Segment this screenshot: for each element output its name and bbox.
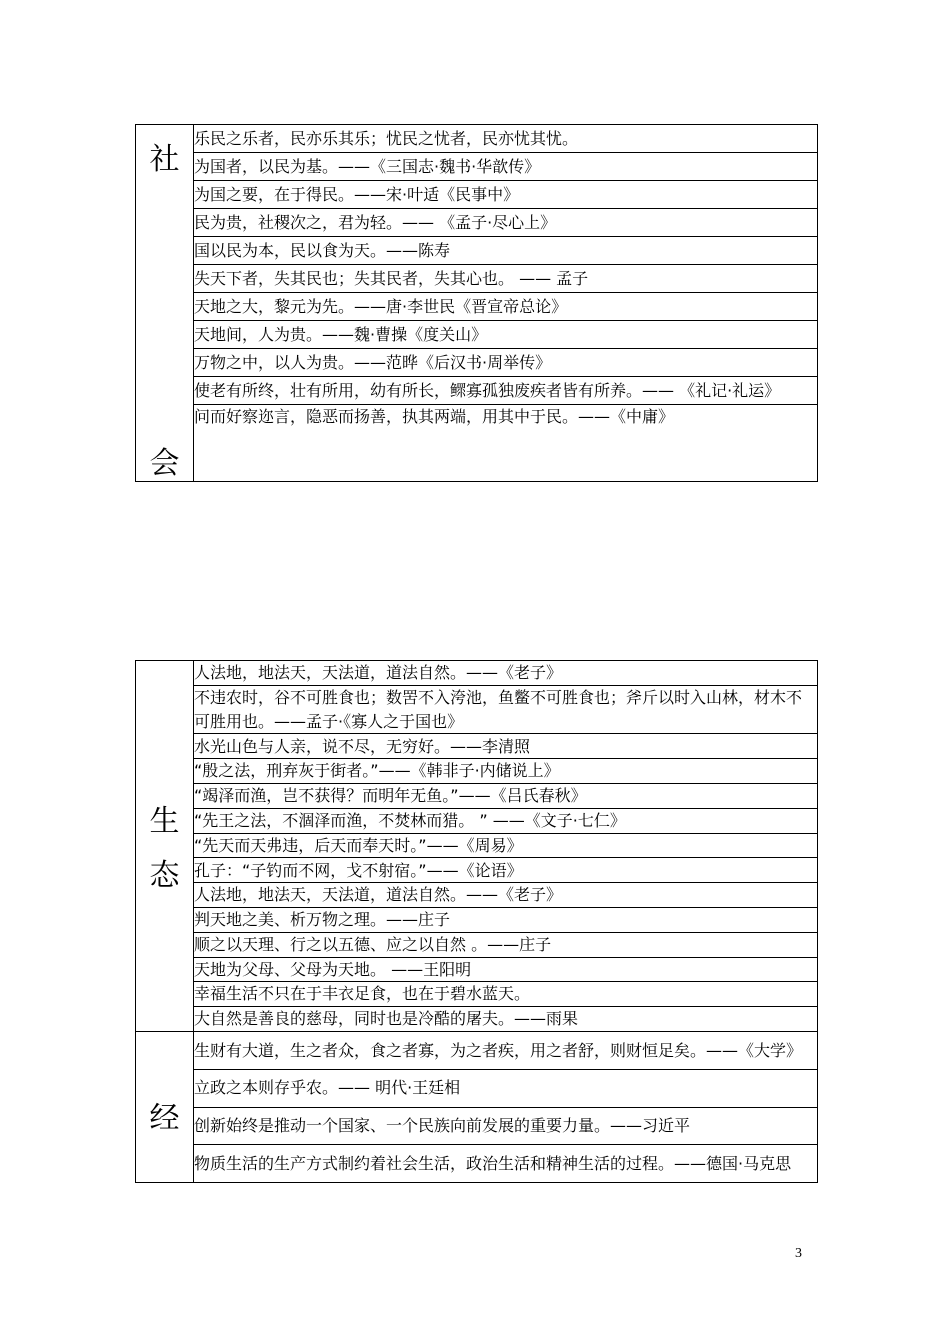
quote-row: 天地为父母、父母为天地。 ——王阳明: [194, 957, 818, 982]
quote-row: 判天地之美、析万物之理。——庄子: [194, 907, 818, 932]
shengtai-jingji-quote-table: [135, 660, 818, 1183]
quote-row: 人法地，地法天，天法道，道法自然。——《老子》: [194, 661, 818, 686]
quote-row: 失天下者，失其民也；失其民者，失其心也。 —— 孟子: [194, 265, 818, 293]
quote-row: 立政之本则存乎农。—— 明代·王廷相: [194, 1069, 818, 1107]
category-char: 社: [149, 142, 180, 177]
shehui-quote-table: [135, 124, 818, 482]
quote-row: 乐民之乐者，民亦乐其乐；忧民之忧者，民亦忧其忧。: [194, 125, 818, 153]
quote-row: 幸福生活不只在于丰衣足食，也在于碧水蓝天。: [194, 982, 818, 1007]
quote-row: 为国者，以民为基。——《三国志·魏书·华歆传》: [194, 153, 818, 181]
quote-row: 为国之要，在于得民。——宋·叶适《民事中》: [194, 181, 818, 209]
quote-row: 大自然是善良的慈母，同时也是冷酷的屠夫。——雨果: [194, 1007, 818, 1032]
shehui-category-cell: [136, 125, 194, 482]
quote-row: 国以民为本，民以食为天。——陈寿: [194, 237, 818, 265]
quote-row: 不违农时，谷不可胜食也；数罟不入洿池，鱼鳖不可胜食也；斧斤以时入山林，材木不可胜用也。——孟子·《寡人之于国也》: [194, 685, 818, 734]
category-char: 会: [149, 446, 180, 481]
quote-row: 物质生活的生产方式制约着社会生活，政治生活和精神生活的过程。——德国·马克思: [194, 1145, 818, 1183]
quote-row: 人法地，地法天，天法道，道法自然。——《老子》: [194, 883, 818, 908]
jingji-category-cell: [136, 1032, 194, 1183]
quote-row: 天地之大，黎元为先。——唐·李世民《晋宣帝总论》: [194, 293, 818, 321]
quote-row: “先天而天弗违，后天而奉天时。”——《周易》: [194, 833, 818, 858]
quote-row: 水光山色与人亲，说不尽，无穷好。——李清照: [194, 734, 818, 759]
quote-row: “殷之法，刑弃灰于街者。”——《韩非子·内储说上》: [194, 759, 818, 784]
category-char: 经: [149, 1101, 180, 1136]
shengtai-category-cell: [136, 661, 194, 1032]
quote-row: 创新始终是推动一个国家、一个民族向前发展的重要力量。——习近平: [194, 1107, 818, 1145]
quote-row: 天地间，人为贵。——魏·曹操《度关山》: [194, 321, 818, 349]
page-number: 3: [795, 1246, 802, 1261]
quote-row: “竭泽而渔，岂不获得？而明年无鱼。”——《吕氏春秋》: [194, 783, 818, 808]
quote-row: 生财有大道，生之者众，食之者寡，为之者疾，用之者舒，则财恒足矣。——《大学》: [194, 1032, 818, 1070]
quote-row: 民为贵，社稷次之，君为轻。—— 《孟子·尽心上》: [194, 209, 818, 237]
quote-row: 问而好察迩言，隐恶而扬善，执其两端，用其中于民。——《中庸》: [194, 405, 818, 482]
quote-row: 孔子：“子钓而不网，戈不射宿。”——《论语》: [194, 858, 818, 883]
quote-row: “先王之法，不涸泽而渔，不焚林而猎。 ” ——《文子·七仁》: [194, 808, 818, 833]
quote-row: 万物之中，以人为贵。——范晔《后汉书·周举传》: [194, 349, 818, 377]
category-char: 生: [149, 804, 180, 839]
category-char: 态: [149, 858, 180, 893]
quote-row: 使老有所终，壮有所用，幼有所长，鳏寡孤独废疾者皆有所养。—— 《礼记·礼运》: [194, 377, 818, 405]
quote-row: 顺之以天理、行之以五德、应之以自然 。——庄子: [194, 932, 818, 957]
